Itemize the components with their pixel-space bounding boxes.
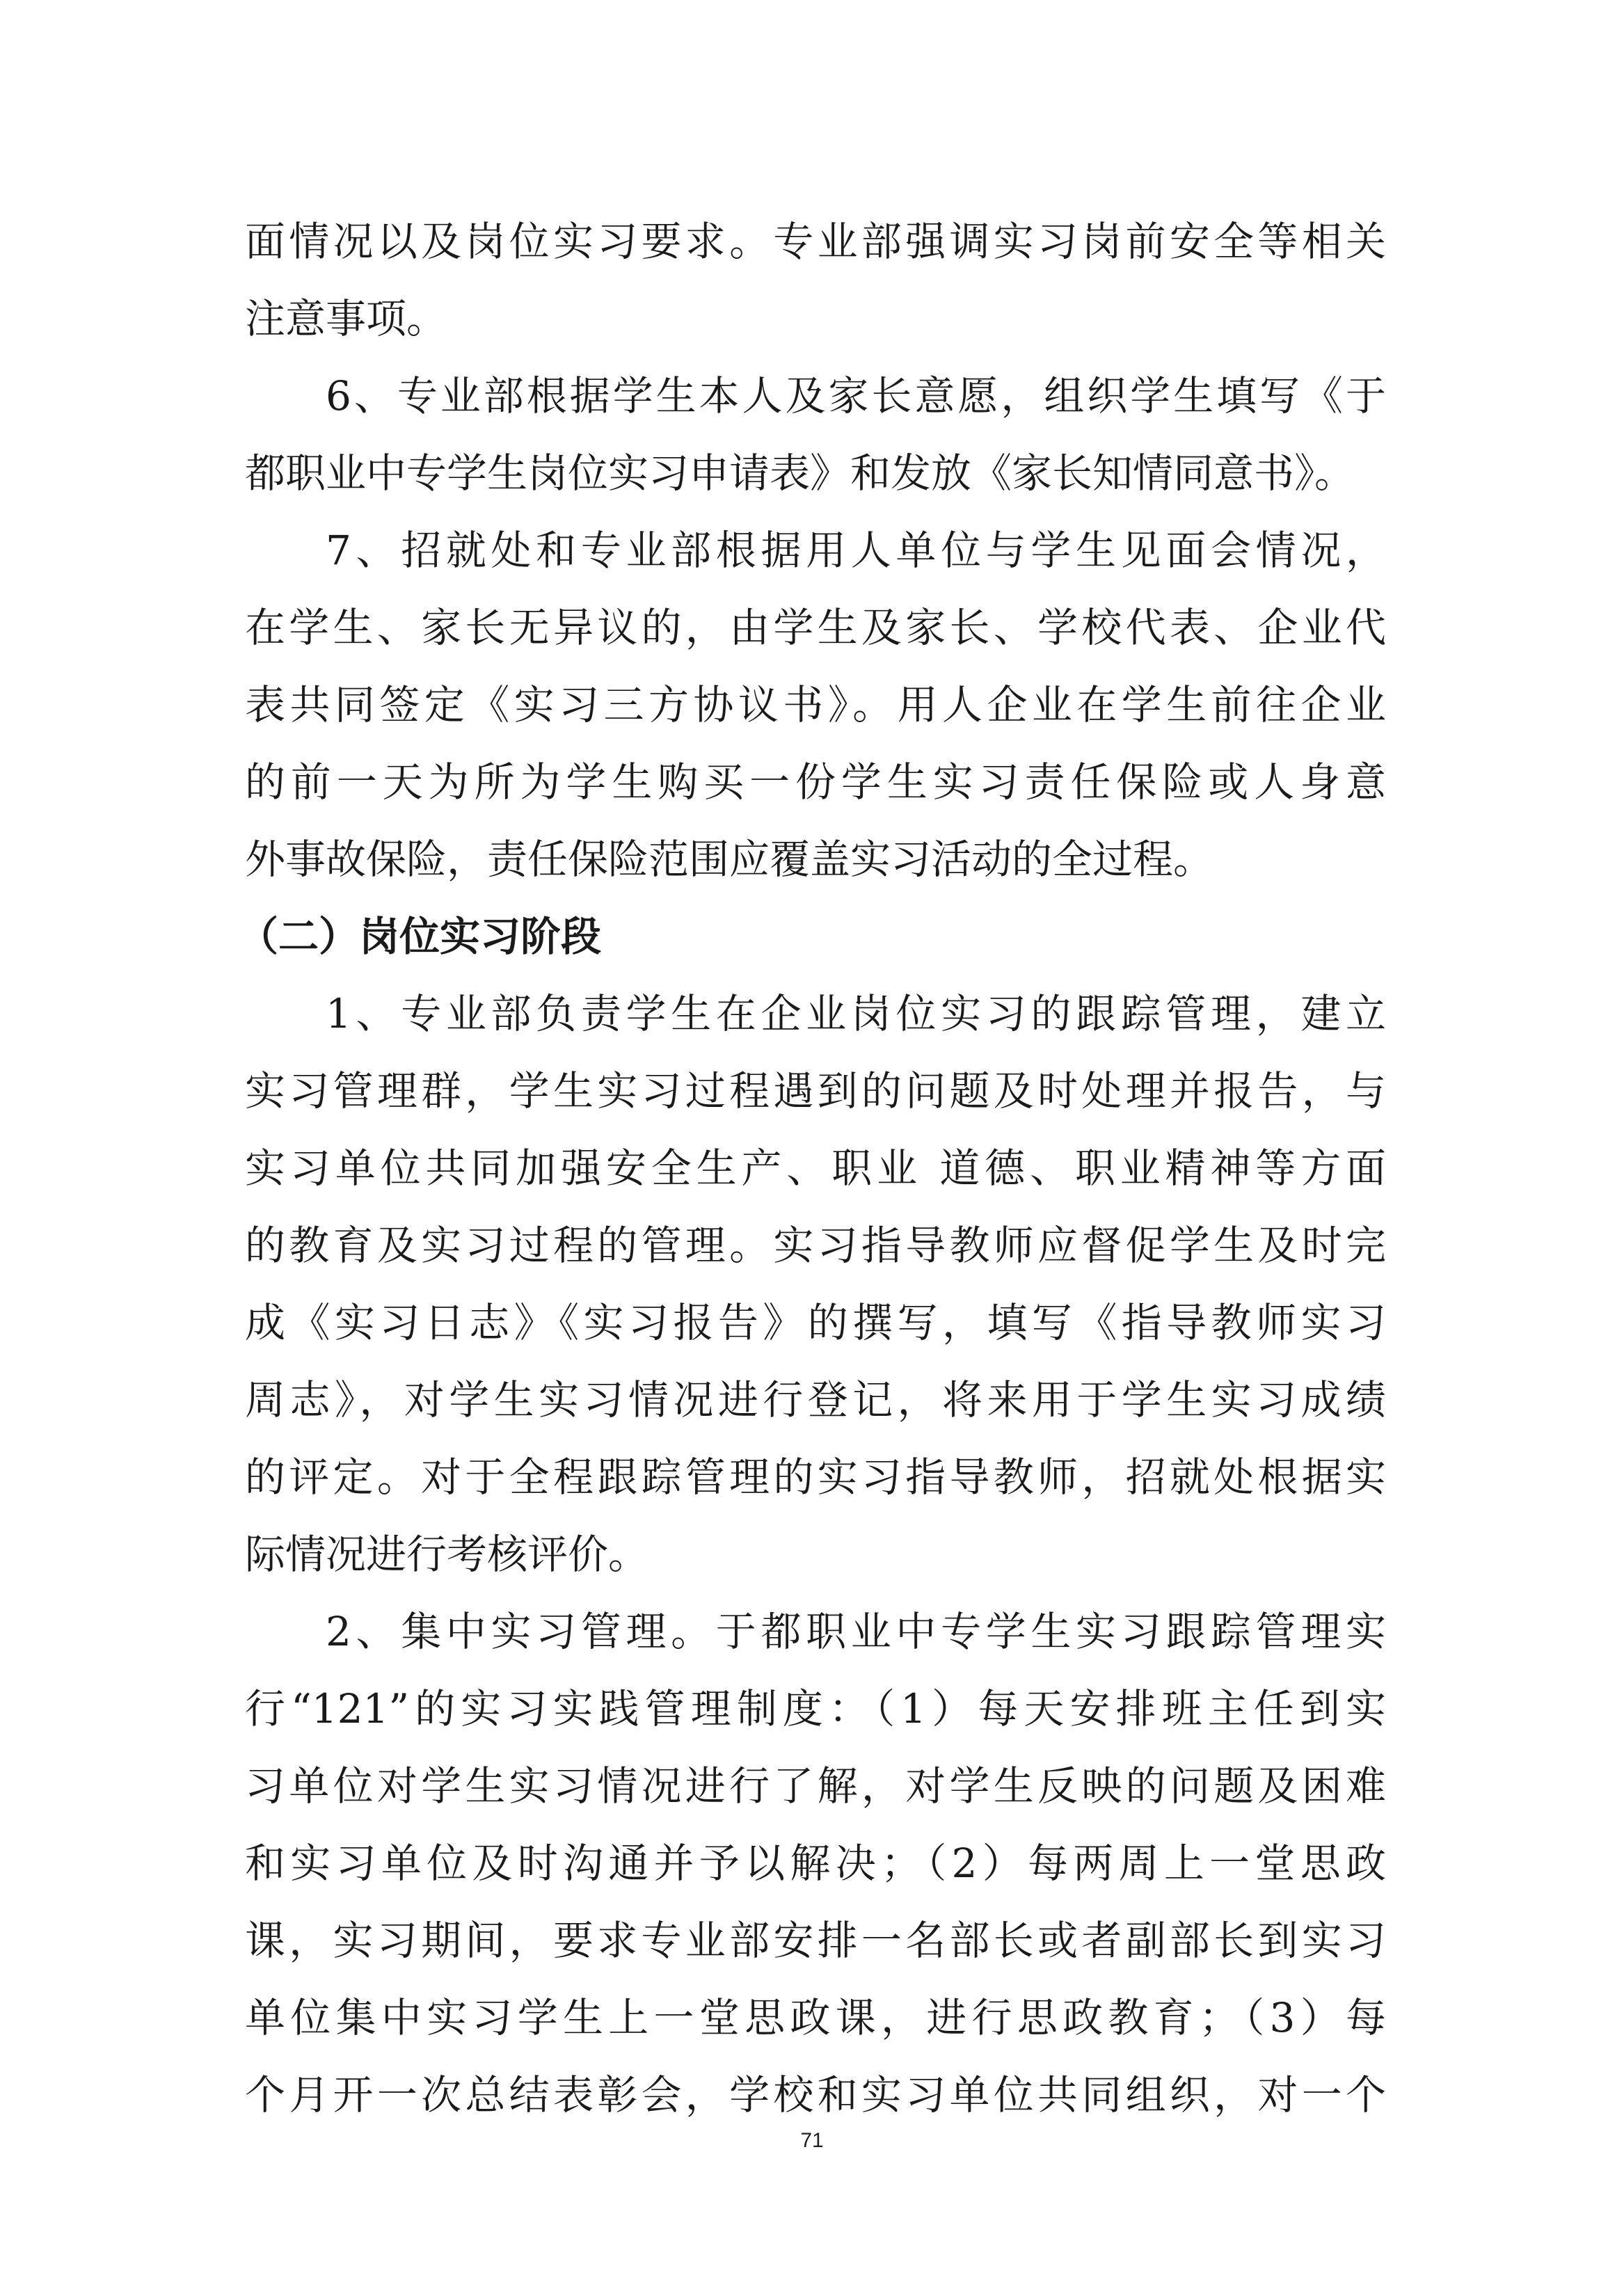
text-line: 的评定。对于全程跟踪管理的实习指导教师，招就处根据实 bbox=[245, 1453, 1386, 1501]
text-line: 注意事项。 bbox=[245, 295, 447, 342]
text-line: 行“121”的实习实践管理制度：（1）每天安排班主任到实 bbox=[245, 1685, 1386, 1732]
text-line: 面情况以及岗位实习要求。专业部强调实习岗前安全等相关 bbox=[245, 218, 1386, 265]
text-line: 周志》，对学生实习情况进行登记，将来用于学生实习成绩 bbox=[245, 1376, 1386, 1424]
text-line: 1、专业部负责学生在企业岗位实习的跟踪管理，建立 bbox=[326, 990, 1386, 1037]
text-line: 6、专业部根据学生本人及家长意愿，组织学生填写《于 bbox=[326, 372, 1386, 420]
text-line: 实习单位共同加强安全生产、职业 道德、职业精神等方面 bbox=[245, 1145, 1386, 1192]
text-line: 实习管理群，学生实习过程遇到的问题及时处理并报告，与 bbox=[245, 1067, 1386, 1115]
text-line: 表共同签定《实习三方协议书》。用人企业在学生前往企业 bbox=[245, 681, 1386, 728]
text-line: 7、招就处和专业部根据用人单位与学生见面会情况， bbox=[326, 527, 1386, 574]
text-line: 的教育及实习过程的管理。实习指导教师应督促学生及时完 bbox=[245, 1222, 1386, 1269]
text-line: 和实习单位及时沟通并予以解决；（2）每两周上一堂思政 bbox=[245, 1840, 1386, 1887]
text-line: 2、集中实习管理。于都职业中专学生实习跟踪管理实 bbox=[326, 1608, 1386, 1655]
text-line: 外事故保险，责任保险范围应覆盖实习活动的全过程。 bbox=[245, 836, 1214, 883]
text-line: 际情况进行考核评价。 bbox=[245, 1531, 649, 1578]
text-line: 习单位对学生实习情况进行了解，对学生反映的问题及困难 bbox=[245, 1762, 1386, 1810]
text-line: 的前一天为所为学生购买一份学生实习责任保险或人身意 bbox=[245, 758, 1386, 806]
section-heading: （二）岗位实习阶段 bbox=[238, 913, 602, 960]
page-number: 71 bbox=[800, 2129, 824, 2152]
text-line: 在学生、家长无异议的，由学生及家长、学校代表、企业代 bbox=[245, 604, 1386, 651]
text-line: 个月开一次总结表彰会，学校和实习单位共同组织，对一个 bbox=[245, 2071, 1386, 2119]
text-line: 成《实习日志》《实习报告》的撰写，填写《指导教师实习 bbox=[245, 1299, 1386, 1346]
document-body bbox=[238, 203, 1386, 2134]
text-line: 单位集中实习学生上一堂思政课，进行思政教育；（3）每 bbox=[245, 1994, 1386, 2041]
text-line: 课，实习期间，要求专业部安排一名部长或者副部长到实习 bbox=[245, 1917, 1386, 1964]
text-line: 都职业中专学生岗位实习申请表》和发放《家长知情同意书》。 bbox=[245, 449, 1355, 497]
